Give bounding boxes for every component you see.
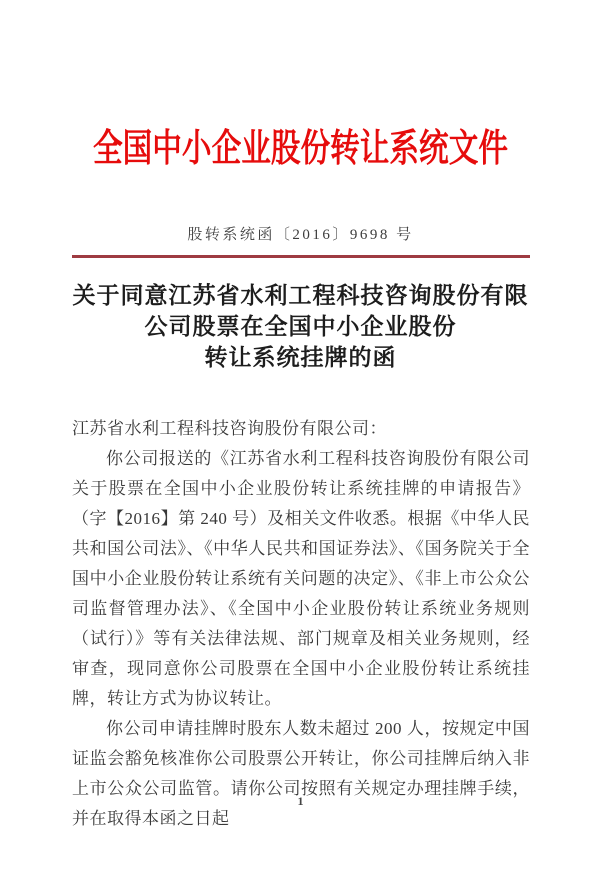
document-title-line: 公司股票在全国中小企业股份 xyxy=(144,314,457,339)
body-paragraph: 你公司报送的《江苏省水利工程科技咨询股份有限公司关于股票在全国中小企业股份转让系统挂牌的申请报告》（字【2016】第 240 号）及相关文件收悉。根据《中华人民共和国公司法》、《中华人民共和国证券法》、《国务院关于全国中小企业股份转让系统有关问题的决定》、《非上市公众公司监督管理办法》、《全国中小企业股份转让系统业务规则（试行）》等有关法律法规、部门规章及相关业务规则，经审查，现同意你公司股票在全国中小企业股份转让系统挂牌，转让方式为协议转让。 xyxy=(72,449,530,708)
document-letterhead-title: 全国中小企业股份转让系统文件 xyxy=(93,128,508,170)
document-reference-number: 股转系统函〔2016〕9698 号 xyxy=(187,227,414,243)
document-body xyxy=(72,414,530,834)
letterhead-divider-rule xyxy=(72,255,530,258)
body-paragraph: 你公司申请挂牌时股东人数未超过 200 人，按规定中国证监会豁免核准你公司股票公开转让，你公司挂牌后纳入非上市公众公司监管。请你公司按照有关规定办理挂牌手续，并在取得本函之日起 xyxy=(72,719,530,828)
document-title-line: 关于同意江苏省水利工程科技咨询股份有限 xyxy=(72,283,529,308)
page-number: 1 xyxy=(297,794,304,808)
salutation-line: 江苏省水利工程科技咨询股份有限公司： xyxy=(72,419,387,438)
document-title-line: 转让系统挂牌的函 xyxy=(204,345,397,370)
document-title xyxy=(0,280,601,373)
